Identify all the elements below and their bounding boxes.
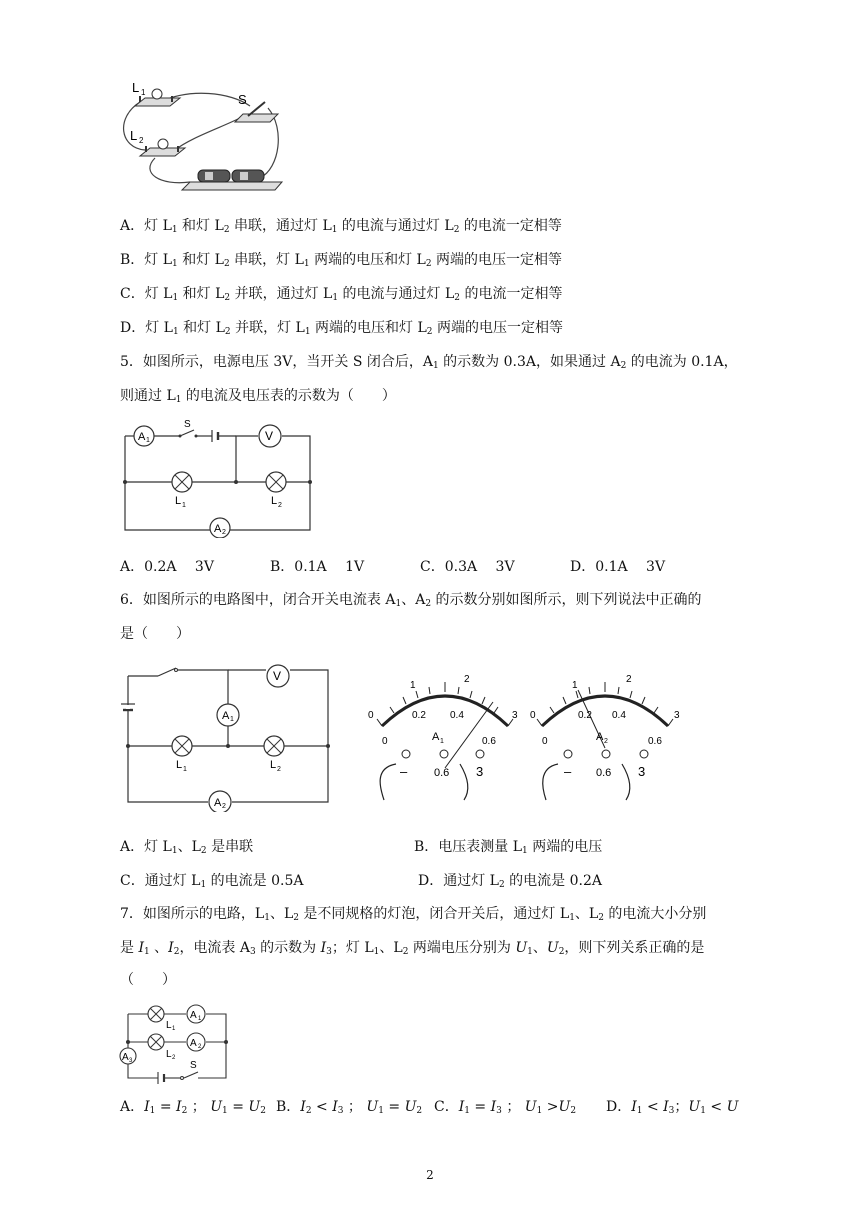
q7-circuit-figure (114, 1002, 234, 1088)
svg-text:0: 0 (530, 710, 536, 721)
svg-text:3: 3 (638, 764, 646, 779)
q6-stem-line2: 是（ ） (120, 626, 190, 642)
svg-text:0.6: 0.6 (596, 767, 612, 779)
q5-option-d: D．0.1A 3V (570, 559, 666, 575)
svg-text:1: 1 (172, 1026, 176, 1032)
q6-ammeter-a1 (360, 668, 530, 808)
q5-circuit-figure (118, 418, 318, 538)
q5-stem-line2: 则通过 $L_1$ 的电流及电压表的示数为（ ） (120, 388, 396, 405)
svg-text:1: 1 (198, 1016, 202, 1022)
svg-text:3: 3 (512, 710, 518, 721)
svg-text:S: S (184, 419, 191, 430)
svg-text:0: 0 (368, 710, 374, 721)
q4-option-d: D．灯 $L_1$ 和灯 $L_2$ 并联，灯 $L_1$ 两端的电压和灯 $L_2$ 两端的电压一定相等 (120, 320, 563, 337)
q7-stem-line2: 是 $I_1$ 、$I_2$，电流表 $A_3$ 的示数为 $I_3$；灯 $L_1$、$L_2$ 两端电压分别为 $U_1$、$U_2$，则下列关系正确的是 (120, 940, 705, 957)
svg-text:–: – (400, 764, 408, 779)
q4-option-b: B．灯 $L_1$ 和灯 $L_2$ 串联，灯 $L_1$ 两端的电压和灯 $L_2$ 两端的电压一定相等 (120, 252, 563, 269)
q4-option-a: A．灯 $L_1$ 和灯 $L_2$ 串联，通过灯 $L_1$ 的电流与通过灯 $L_2$ 的电流一定相等 (120, 218, 562, 235)
svg-text:1: 1 (440, 738, 444, 745)
svg-text:L: L (166, 1020, 172, 1031)
svg-text:L: L (270, 759, 277, 771)
svg-text:A: A (122, 1052, 129, 1063)
svg-text:2: 2 (278, 502, 282, 509)
svg-text:A: A (432, 731, 440, 743)
svg-text:2: 2 (222, 529, 226, 536)
q7-option-d: D．$I_1 < I_3$；$U_1 < U$ (606, 1099, 739, 1116)
svg-text:A: A (222, 710, 230, 722)
svg-text:L: L (176, 759, 183, 771)
page-number: 2 (426, 1168, 434, 1182)
q4-s-label: S (238, 92, 247, 107)
q6-option-c: C．通过灯 $L_1$ 的电流是 0.5A (120, 873, 304, 890)
svg-text:L: L (271, 495, 278, 507)
svg-text:0: 0 (542, 736, 548, 747)
q5-option-a: A．0.2A 3V (120, 559, 214, 575)
svg-text:–: – (564, 764, 572, 779)
svg-text:A: A (190, 1010, 197, 1021)
q4-l2-label: L (130, 128, 138, 143)
svg-text:A: A (214, 797, 222, 809)
q7-option-c: C．$I_1 = I_3$ ； $U_1 >U_2$ (434, 1099, 577, 1116)
svg-text:0.4: 0.4 (450, 710, 464, 721)
svg-text:1: 1 (230, 716, 234, 723)
svg-text:0.6: 0.6 (482, 736, 496, 747)
svg-text:L: L (175, 495, 182, 507)
q6-option-b: B．电压表测量 $L_1$ 两端的电压 (414, 839, 603, 856)
svg-text:V: V (265, 429, 274, 443)
svg-text:1: 1 (572, 680, 578, 691)
svg-text:2: 2 (222, 803, 226, 810)
svg-text:A: A (138, 431, 146, 443)
q7-option-b: B．$I_2 < I_3$ ； $U_1 = U_2$ (276, 1099, 423, 1116)
q6-stem-line1: 6．如图所示的电路图中，闭合开关电流表 $A_1$、$A_2$ 的示数分别如图所示，则下列说法中正确的 (120, 592, 702, 609)
q4-l2-sub: 2 (139, 136, 144, 145)
q5-option-c: C．0.3A 3V (420, 559, 515, 575)
q7-option-a: A．$I_1 = I_2$ ； $U_1 = U_2$ (120, 1099, 266, 1116)
svg-text:3: 3 (129, 1058, 133, 1064)
svg-text:0.6: 0.6 (648, 736, 662, 747)
svg-text:0.2: 0.2 (578, 710, 592, 721)
svg-text:2: 2 (277, 766, 281, 773)
svg-text:2: 2 (172, 1055, 176, 1061)
q4-l1-sub: 1 (141, 88, 146, 97)
q4-l1-label: L (132, 80, 140, 95)
svg-text:0: 0 (382, 736, 388, 747)
q7-stem-line1: 7．如图所示的电路，$L_1$、$L_2$ 是不同规格的灯泡，闭合开关后，通过灯 $L_1$、$L_2$ 的电流大小分别 (120, 906, 707, 923)
svg-text:A: A (190, 1038, 197, 1049)
svg-text:0.4: 0.4 (612, 710, 626, 721)
svg-text:1: 1 (182, 502, 186, 509)
svg-text:V: V (273, 669, 282, 683)
q4-apparatus-figure (110, 78, 290, 198)
svg-text:A: A (214, 523, 222, 535)
svg-text:1: 1 (410, 680, 416, 691)
q5-stem-line1: 5．如图所示，电源电压 3V，当开关 S 闭合后，$A_1$ 的示数为 0.3A，如果通过 $A_2$ 的电流为 0.1A， (120, 354, 738, 371)
q6-ammeter-a2 (530, 668, 700, 808)
q6-option-d: D．通过灯 $L_2$ 的电流是 0.2A (418, 873, 602, 890)
svg-text:0.2: 0.2 (412, 710, 426, 721)
q5-option-b: B．0.1A 1V (270, 559, 365, 575)
svg-text:S: S (190, 1060, 197, 1071)
svg-text:2: 2 (604, 738, 608, 745)
svg-text:1: 1 (183, 766, 187, 773)
svg-text:3: 3 (476, 764, 484, 779)
svg-text:2: 2 (626, 674, 632, 685)
svg-text:3: 3 (674, 710, 680, 721)
lamp-l2-board (140, 139, 185, 156)
q4-option-c: C．灯 $L_1$ 和灯 $L_2$ 并联，通过灯 $L_1$ 的电流与通过灯 $L_2$ 的电流一定相等 (120, 286, 563, 303)
q6-circuit-figure (120, 662, 340, 812)
svg-text:A: A (596, 731, 604, 743)
svg-text:0.6: 0.6 (434, 767, 450, 779)
svg-text:2: 2 (198, 1044, 202, 1050)
svg-text:L: L (166, 1049, 172, 1060)
svg-text:1: 1 (146, 437, 150, 444)
q7-stem-line3: （ ） (120, 972, 176, 988)
svg-text:2: 2 (464, 674, 470, 685)
q6-option-a: A．灯 $L_1$、$L_2$ 是串联 (120, 839, 254, 856)
